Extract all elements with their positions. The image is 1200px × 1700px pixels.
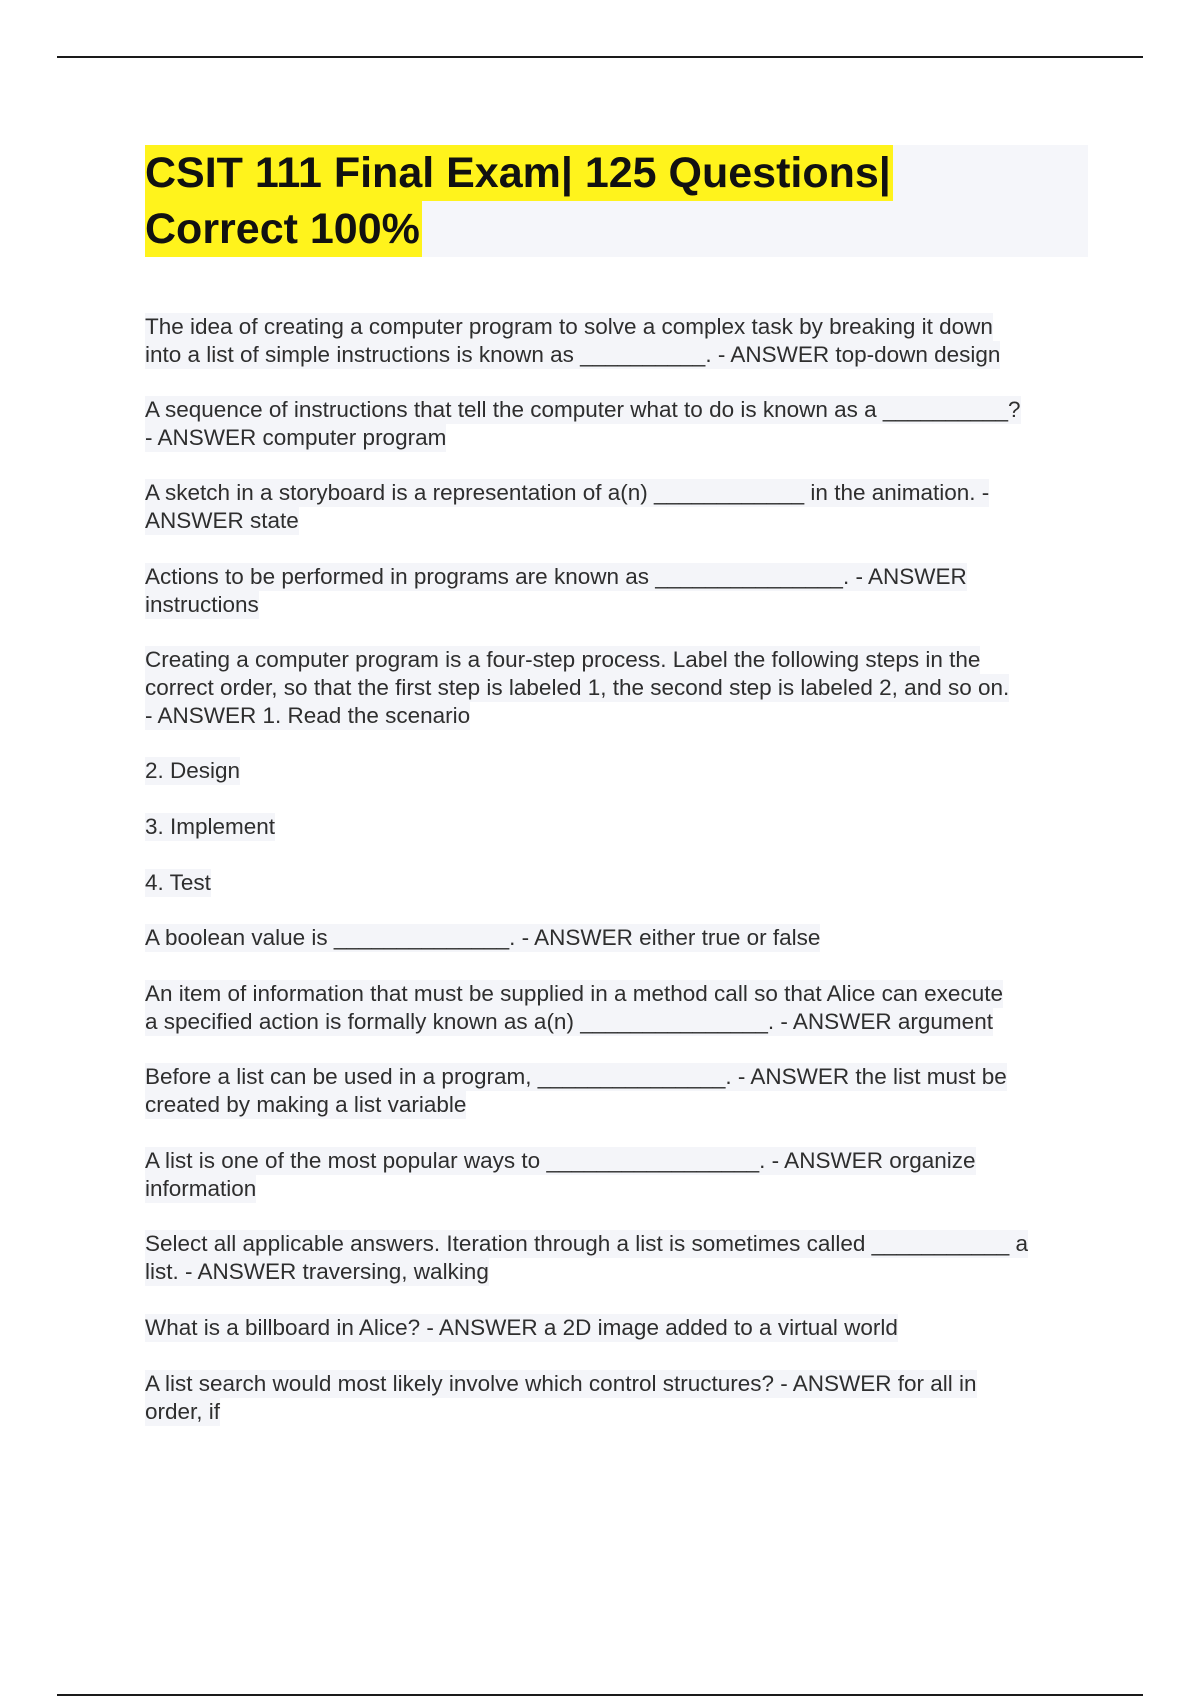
question-answer-item xyxy=(145,646,1085,730)
item-line: 2. Design xyxy=(145,758,241,783)
item-line: A boolean value is ______________. - ANSWER either true or false xyxy=(145,925,821,950)
item-line: order, if xyxy=(145,1399,221,1424)
question-answer-item xyxy=(145,813,1085,841)
item-line: The idea of creating a computer program to solve a complex task by breaking it down xyxy=(145,314,993,339)
item-line: list. - ANSWER traversing, walking xyxy=(145,1259,489,1284)
item-line: A sequence of instructions that tell the computer what to do is known as a __________? xyxy=(145,397,1021,422)
question-answer-item xyxy=(145,869,1085,897)
document-title-line-2: Correct 100% xyxy=(145,201,422,257)
question-answer-item xyxy=(145,396,1085,452)
header-rule xyxy=(57,56,1143,58)
item-line: into a list of simple instructions is known as __________. - ANSWER top-down design xyxy=(145,342,1001,367)
item-line: Actions to be performed in programs are known as _______________. - ANSWER xyxy=(145,564,967,589)
item-line: Creating a computer program is a four-step process. Label the following steps in the xyxy=(145,647,981,672)
question-answer-item xyxy=(145,1063,1085,1119)
question-answer-item xyxy=(145,313,1085,369)
item-line: A list is one of the most popular ways to _________________. - ANSWER organize xyxy=(145,1148,976,1173)
question-answer-item xyxy=(145,479,1085,535)
question-answer-item xyxy=(145,1370,1085,1426)
item-line: - ANSWER 1. Read the scenario xyxy=(145,703,471,728)
item-line: An item of information that must be supplied in a method call so that Alice can execute xyxy=(145,981,1003,1006)
item-line: A list search would most likely involve which control structures? - ANSWER for all in xyxy=(145,1371,977,1396)
item-line: What is a billboard in Alice? - ANSWER a 2D image added to a virtual world xyxy=(145,1315,898,1340)
item-line: instructions xyxy=(145,592,259,617)
question-answer-item xyxy=(145,1314,1085,1342)
item-line: information xyxy=(145,1176,257,1201)
question-answer-item xyxy=(145,924,1085,952)
question-answer-item xyxy=(145,563,1085,619)
item-line: Select all applicable answers. Iteration through a list is sometimes called ___________ a xyxy=(145,1231,1029,1256)
footer-rule xyxy=(57,1694,1143,1696)
question-answer-item xyxy=(145,1230,1085,1286)
question-answer-item xyxy=(145,757,1085,785)
item-line: 4. Test xyxy=(145,870,211,895)
item-line: 3. Implement xyxy=(145,814,276,839)
item-line: Before a list can be used in a program, _______________. - ANSWER the list must be xyxy=(145,1064,1007,1089)
item-line: - ANSWER computer program xyxy=(145,425,447,450)
question-answer-item xyxy=(145,980,1085,1036)
question-answer-item xyxy=(145,1147,1085,1203)
item-line: ANSWER state xyxy=(145,508,299,533)
item-line: a specified action is formally known as a(n) _______________. - ANSWER argument xyxy=(145,1009,993,1034)
item-line: created by making a list variable xyxy=(145,1092,467,1117)
item-line: A sketch in a storyboard is a representation of a(n) ____________ in the animation. - xyxy=(145,480,990,505)
document-title-line-1: CSIT 111 Final Exam| 125 Questions| xyxy=(145,145,893,201)
item-line: correct order, so that the first step is labeled 1, the second step is labeled 2, and so on. xyxy=(145,675,1010,700)
